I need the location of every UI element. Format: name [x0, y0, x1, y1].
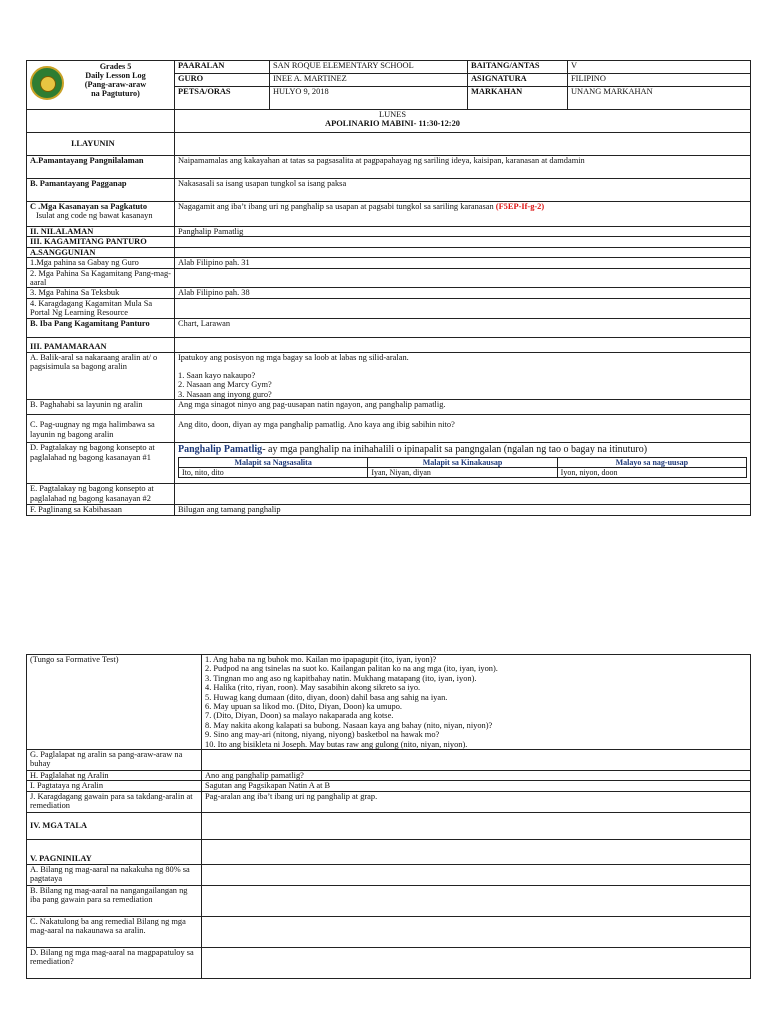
- sanggunian-blank: [175, 247, 751, 257]
- sanggunian-label: A.SANGGUNIAN: [27, 247, 175, 257]
- balik-aral-value: Ipatukoy ang posisyon ng mga bagay sa loob at labas ng silid-aralan.: [178, 352, 409, 362]
- karagdagang-gawain-label: J. Karagdagang gawain para sa takdang-aralin at remediation: [27, 791, 202, 812]
- asignatura-value: FILIPINO: [568, 74, 751, 87]
- header-title-line4: na Pagtuturo): [91, 89, 140, 98]
- formative-item-1: 1. Ang haba na ng buhok mo. Kailan mo ipapagupit (ito, iyan, iyon)?: [205, 655, 437, 664]
- teksbuk-label: 3. Mga Pahina Sa Teksbuk: [27, 288, 175, 298]
- iba-kagamitan-value: Chart, Larawan: [175, 318, 751, 337]
- petsa-label: PETSA/ORAS: [175, 87, 270, 110]
- learning-resource-blank: [175, 298, 751, 318]
- pagtalakay-2-blank: [175, 484, 751, 505]
- baitang-value: V: [568, 61, 751, 74]
- nilalaman-value: Panghalip Pamatlig: [175, 227, 751, 237]
- panghalip-val-nag-uusap: Iyon, niyon, doon: [557, 467, 746, 477]
- deped-seal-icon: [30, 66, 64, 100]
- formative-item-9: 9. Sino ang may-ari (nitong, niyang, niyong) basketbol na hawak mo?: [205, 730, 440, 740]
- panghalip-head-kinakausap: Malapit sa Kinakausap: [368, 457, 557, 467]
- remedial-nakatulong-blank: [202, 916, 751, 947]
- formative-items-cell: [202, 655, 751, 750]
- asignatura-label: ASIGNATURA: [468, 74, 568, 87]
- day-section-cell: [175, 110, 751, 133]
- layunin-heading: I.LAYUNIN: [27, 133, 175, 156]
- nakakuha-80-label: A. Bilang ng mag-aaral na nakakuha ng 80% sa pagtataya: [27, 864, 202, 885]
- balik-aral-q2: 2. Nasaan ang Marcy Gym?: [178, 380, 272, 390]
- header-title-line3: (Pang-araw-araw: [84, 80, 147, 89]
- kagamitang-mag-aaral-blank: [175, 268, 751, 288]
- paghahabi-value: Ang mga sinagot ninyo ang pag-uusapan natin ngayon, ang panghalip pamatlig.: [175, 400, 751, 415]
- panghalip-pamatlig-term: Panghalip Pamatlig: [178, 444, 263, 456]
- pagtalakay-2-label: E. Pagtalakay ng bagong konsepto at paglalahad ng bagong kasanayan #2: [27, 484, 175, 505]
- pag-uugnay-value: Ang dito, doon, diyan ay mga panghalip pamatlig. Ano kaya ang ibig sabihin nito?: [175, 415, 751, 443]
- gabay-guro-value: Alab Filipino pah. 31: [175, 258, 751, 268]
- formative-item-5: 5. Huwag kang dumaan (dito, diyan, doon) dahil basa ang sahig na iyan.: [205, 692, 448, 702]
- kagamitan-label: III. KAGAMITANG PANTURO: [27, 237, 175, 247]
- markahan-value: UNANG MARKAHAN: [568, 87, 751, 110]
- mga-tala-label: IV. MGA TALA: [27, 812, 202, 839]
- magpapatuloy-blank: [202, 947, 751, 978]
- lesson-log-table-page2: [26, 654, 751, 979]
- karagdagang-gawain-value: Pag-aralan ang iba’t ibang uri ng panghalip at grap.: [202, 791, 751, 812]
- petsa-value: HULYO 9, 2018: [270, 87, 468, 110]
- pagtataya-label: I. Pagtataya ng Aralin: [27, 781, 202, 791]
- kasanayan-value-cell: [175, 202, 751, 227]
- kasanayan-sub-label: Isulat ang code ng bawat kasanayn: [36, 211, 153, 221]
- header-title-cell: [27, 61, 175, 110]
- remedial-nakatulong-label: C. Nakatulong ba ang remedial Bilang ng mga mag-aaral na nakaunawa sa aralin.: [27, 916, 202, 947]
- gabay-guro-label: 1.Mga pahina sa Gabay ng Guro: [27, 258, 175, 268]
- iba-kagamitan-label: B. Iba Pang Kagamitang Panturo: [27, 318, 175, 337]
- pamamaraan-label: III. PAMAMARAAN: [27, 337, 175, 352]
- formative-item-2: 2. Pudpod na ang tsinelas na suot ko. Kailangan palitan ko na ang mga (ito, iyan, iyon).: [205, 664, 498, 674]
- paaralan-label: PAARALAN: [175, 61, 270, 74]
- panghalip-head-nag-uusap: Malayo sa nag-uusap: [557, 457, 746, 467]
- paaralan-value: SAN ROQUE ELEMENTARY SCHOOL: [270, 61, 468, 74]
- balik-aral-q1: 1. Saan kayo nakaupo?: [178, 371, 256, 381]
- panghalip-val-kinakausap: Iyan, Niyan, diyan: [368, 467, 557, 477]
- kasanayan-label: C .Mga Kasanayan sa Pagkatuto: [30, 202, 148, 211]
- formative-item-3: 3. Tingnan mo ang aso ng kapitbahay natin. Mukhang matapang (ito, iyan, iyon).: [205, 673, 477, 683]
- formative-item-10: 10. Ito ang bisikleta ni Joseph. May butas raw ang gulong (nito, niyan, niyon).: [205, 739, 468, 749]
- paglalapat-blank: [202, 750, 751, 771]
- formative-item-6: 6. May upuan sa likod mo. (Dito, Diyan, Doon) ka umupo.: [205, 702, 403, 712]
- balik-aral-cell: [175, 352, 751, 400]
- panghalip-pamatlig-definition: - ay mga panghalip na inihahalili o ipinapalit sa pangngalan (ngalan ng tao o bagay na itinuturo): [262, 444, 648, 456]
- panghalip-table: [178, 457, 747, 478]
- formative-item-7: 7. (Dito, Diyan, Doon) sa malayo nakaparada ang kotse.: [205, 711, 394, 721]
- formative-item-8: 8. May nakita akong kalapati sa bubong. Nasaan kaya ang bahay (nito, niyan, niyon)?: [205, 720, 493, 730]
- remediation-blank: [202, 885, 751, 916]
- pamantayang-pagganap-value: Nakasasali sa isang usapan tungkol sa isang paksa: [175, 179, 751, 202]
- paglinang-label: F. Paglinang sa Kabihasaan: [27, 505, 175, 515]
- learning-resource-label: 4. Karagdagang Kagamitan Mula Sa Portal Ng Learning Resource: [27, 298, 175, 318]
- layunin-blank: [175, 133, 751, 156]
- kagamitang-mag-aaral-label: 2. Mga Pahina Sa Kagamitang Pang-mag-aaral: [27, 268, 175, 288]
- balik-aral-q3: 3. Nasaan ang inyong guro?: [178, 389, 272, 399]
- section-time: APOLINARIO MABINI- 11:30-12:20: [325, 119, 460, 129]
- blank-cell: [27, 110, 175, 133]
- nakakuha-80-blank: [202, 864, 751, 885]
- day-label: LUNES: [379, 110, 406, 119]
- guro-value: INEE A. MARTINEZ: [270, 74, 468, 87]
- formative-item-4: 4. Halika (rito, riyan, roon). May sasabihin akong sikreto sa iyo.: [205, 683, 421, 693]
- header-title-line1: Grades 5: [99, 62, 132, 71]
- kasanayan-value: Nagagamit ang iba’t ibang uri ng panghalip sa usapan at pagsabi tungkol sa sariling karanasan: [178, 202, 496, 211]
- baitang-label: BAITANG/ANTAS: [468, 61, 568, 74]
- pagtataya-value: Sagutan ang Pagsikapan Natin A at B: [202, 781, 751, 791]
- magpapatuloy-label: D. Bilang ng mga mag-aaral na magpapatuloy sa remediation?: [27, 947, 202, 978]
- balik-aral-label: A. Balik-aral sa nakaraang aralin at/ o pagsisimula sa bagong aralin: [27, 352, 175, 400]
- pamantayang-pangnilalaman-label: A.Pamantayang Pangnilalaman: [27, 156, 175, 179]
- tungo-formative-label: (Tungo sa Formative Test): [27, 655, 202, 750]
- paglalahat-label: H. Paglalahat ng Aralin: [27, 771, 202, 781]
- teksbuk-value: Alab Filipino pah. 38: [175, 288, 751, 298]
- pamantayang-pangnilalaman-value: Naipamamalas ang kakayahan at tatas sa pagsasalita at pagpapahayag ng sariling ideya, kaisipan, karanasan at damdamin: [175, 156, 751, 179]
- lesson-log-table-page1: [26, 60, 751, 516]
- kagamitan-blank: [175, 237, 751, 247]
- pamamaraan-blank: [175, 337, 751, 352]
- pamantayang-pagganap-label: B. Pamantayang Pagganap: [27, 179, 175, 202]
- header-title-line2: Daily Lesson Log: [85, 71, 146, 80]
- panghalip-val-nagsasalita: Ito, nito, dito: [179, 467, 368, 477]
- pagninilay-label: V. PAGNINILAY: [27, 839, 202, 864]
- pagninilay-blank: [202, 839, 751, 864]
- markahan-label: MARKAHAN: [468, 87, 568, 110]
- paglalapat-label: G. Paglalapat ng aralin sa pang-araw-araw na buhay: [27, 750, 202, 771]
- guro-label: GURO: [175, 74, 270, 87]
- paglalahat-value: Ano ang panghalip pamatlig?: [202, 771, 751, 781]
- paghahabi-label: B. Paghahabi sa layunin ng aralin: [27, 400, 175, 415]
- pagtalakay-1-cell: [175, 443, 751, 484]
- pag-uugnay-label: C. Pag-uugnay ng mga halimbawa sa layunin ng bagong aralin: [27, 415, 175, 443]
- pagtalakay-1-label: D. Pagtalakay ng bagong konsepto at paglalahad ng bagong kasanayan #1: [27, 443, 175, 484]
- panghalip-head-nagsasalita: Malapit sa Nagsasalita: [179, 457, 368, 467]
- mga-tala-blank: [202, 812, 751, 839]
- kasanayan-code: (F5EP-If-g-2): [495, 202, 545, 211]
- remediation-label: B. Bilang ng mag-aaral na nangangailangan ng iba pang gawain para sa remediation: [27, 885, 202, 916]
- nilalaman-label: II. NILALAMAN: [27, 227, 175, 237]
- paglinang-value: Bilugan ang tamang panghalip: [175, 505, 751, 515]
- kasanayan-label-cell: [27, 202, 175, 227]
